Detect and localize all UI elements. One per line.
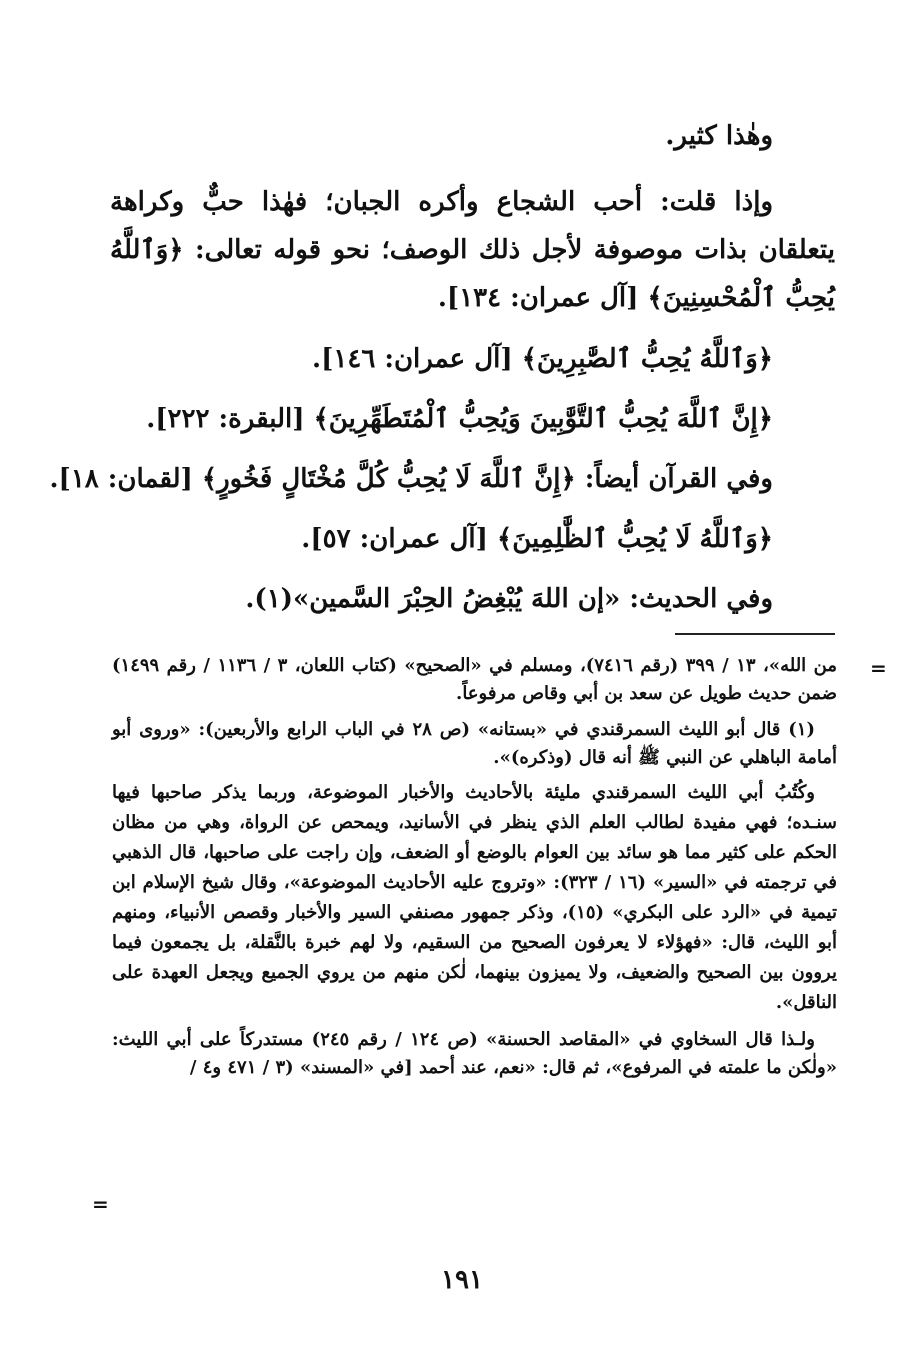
- page-number: ١٩١: [441, 1265, 483, 1295]
- line-this-is-common: وهٰذا كثير.: [665, 121, 773, 151]
- footnote-1: (١) قال أبو الليث السمرقندي في «بستانه» (ص ٢٨ في الباب الرابع والأربعين): «وروى أبو أمامة الباهلي عن النبي ﷺ أنه قال (وذكره)».: [112, 719, 837, 768]
- verse-arrogant: وفي القرآن أيضاً: ﴿إِنَّ ٱللَّهَ لَا يُحِبُّ كُلَّ مُخْتَالٍ فَخُورٍ﴾ [لقمان: ١٨].: [49, 464, 773, 494]
- paragraph-love-and-hate: [110, 178, 835, 322]
- footnote-1-commentary: وكُتُبُ أبي الليث السمرقندي مليئة بالأحاديث والأخبار الموضوعة، وربما يذكر صاحبها فيها سنـده؛ فهي مفيدة لطالب العلم الذي ينظر في الأسانيد، ويمحص عن الرواة، وهي من مظان الحكم على كثير مما هو سائد بين العوام بالوضع أو الضعف، وإن راجت على صاحبها، قال الذهبي في ترجمته في «السير» (١٦ / ٣٢٣): «وتروج عليه الأحاديث الموضوعة»، وقال شيخ الإسلام ابن تيمية في «الرد على البكري» (١٥)، وذكر جمهور مصنفي السير والأخبار وقصص الأنبياء، ومنهم أبو الليث، قال: «فهؤلاء لا يعرفون الصحيح من السقيم، ولا لهم خبرة بالنَّقلة، بل يجمعون فيما يروون بين الصحيح والضعيف، ولا يميزون بينهما، لٰكن منهم من يروي الجميع ويجعل العهدة على الناقل».: [112, 782, 838, 1013]
- footnotes-block: [112, 652, 837, 1082]
- paragraph-text: وإذا قلت: أحب الشجاع وأكره الجبان؛ فهٰذا حبٌّ وكراهة يتعلقان بذات موصوفة لأجل ذلك الوصف؛ نحو قوله تعالى: ﴿وَٱللَّهُ يُحِبُّ ٱلْمُحْسِنِينَ﴾ [آل عمران: ١٣٤].: [110, 187, 835, 313]
- verse-repentant: ﴿إِنَّ ٱللَّهَ يُحِبُّ ٱلتَّوَّٰبِينَ وَيُحِبُّ ٱلْمُتَطَهِّرِينَ﴾ [البقرة: ٢٢٢].: [146, 404, 773, 434]
- footnote-continued: من الله»، ١٣ / ٣٩٩ (رقم ٧٤١٦)، ومسلم في «الصحيح» (كتاب اللعان، ٣ / ١١٣٦ / رقم ١٤٩٩) ضمن حديث طويل عن سعد بن أبي وقاص مرفوعاً.: [112, 655, 838, 704]
- continuation-marker-bottom: =: [92, 1192, 109, 1216]
- footnote-separator: [675, 633, 835, 635]
- verse-patient: ﴿وَٱللَّهُ يُحِبُّ ٱلصَّٰبِرِينَ﴾ [آل عمران: ١٤٦].: [312, 344, 773, 374]
- footnote-1-sakhawi: ولـذا قال السخاوي في «المقاصد الحسنة» (ص ١٢٤ / رقم ٢٤٥) مستدركاً على أبي الليث: «ولٰكن ما علمته في المرفوع»، ثم قال: «نعم، عند أحمد [في «المسند» (٣ / ٤٧١ و٤ /: [112, 1029, 837, 1078]
- hadith-line: وفي الحديث: «إن اللهَ يُبْغِضُ الحِبْرَ السَّمين»(١).: [245, 584, 773, 614]
- verse-wrongdoers: ﴿وَٱللَّهُ لَا يُحِبُّ ٱلظَّٰلِمِينَ﴾ [آل عمران: ٥٧].: [301, 524, 773, 554]
- continuation-marker-top: =: [870, 656, 887, 680]
